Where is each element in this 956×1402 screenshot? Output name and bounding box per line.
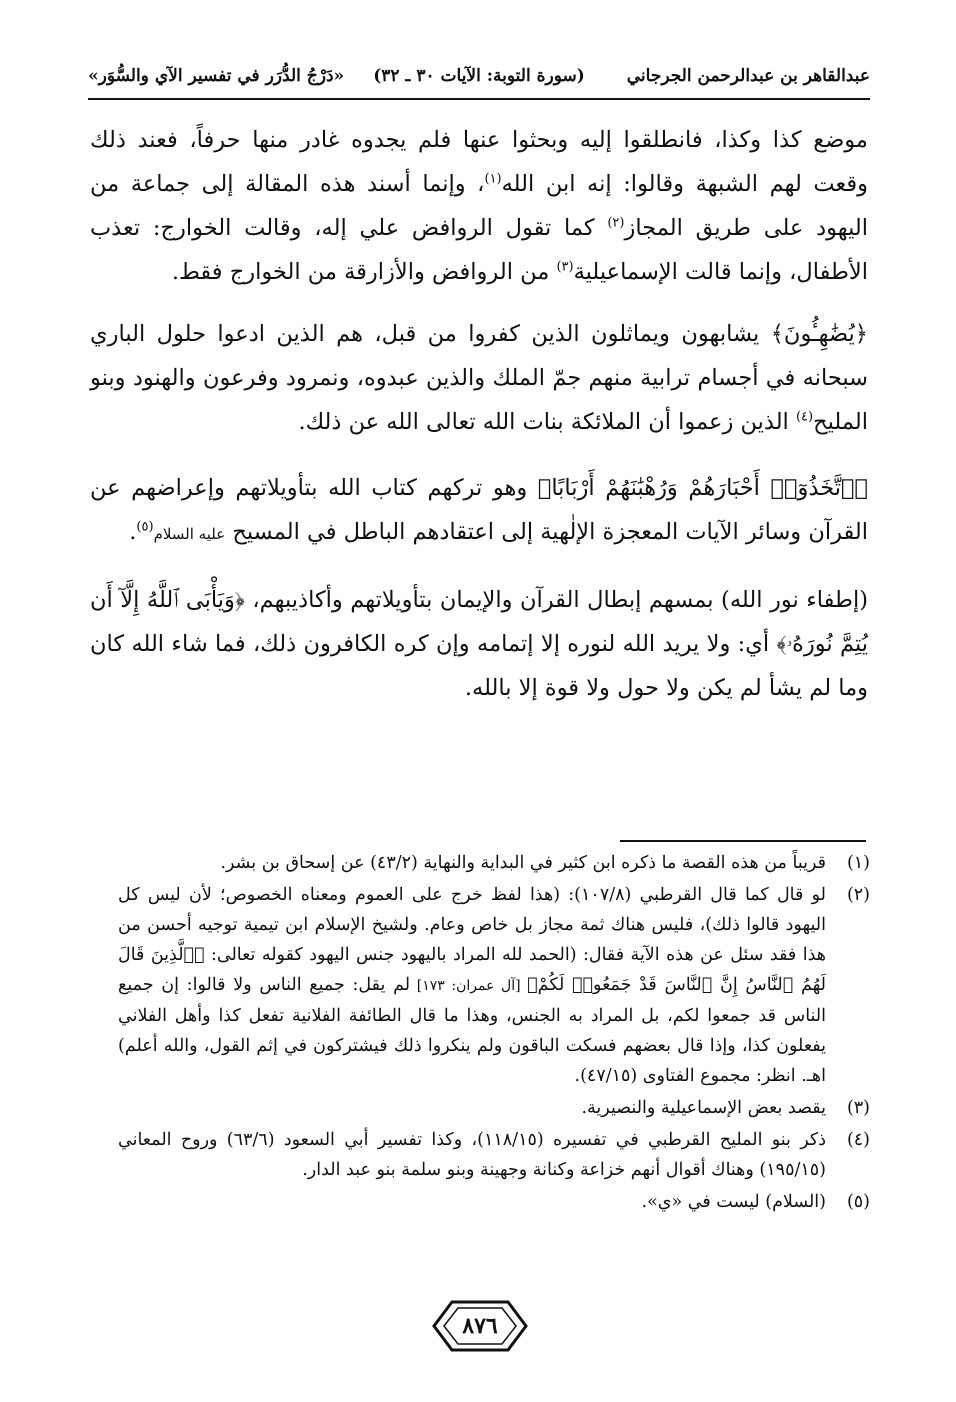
paragraph-text: (إطفاء نور الله) بمسهم إبطال القرآن والإيمان بتأويلاتهم وأكاذيبهم، [244,587,868,613]
footnote-separator [620,840,866,842]
quran-quote: ﴿ٱلَّذِينَ قَالَ لَهُمُ ٱلنَّاسُ إِنَّ ٱلنَّاسَ قَدْ جَمَعُوا۟ لَكُمْ﴾ [118,945,826,995]
verse-reference: [آل عمران: ١٧٣] [410,978,528,994]
footnote-ref-5: (٥) [136,519,154,535]
running-header [88,58,870,92]
paragraph-text: كما تقول الروافض علي إله، وقالت الخوارج: تعذب الأطفال، وإنما قالت الإسماعيلية [90,215,868,285]
quran-quote: ﴿ٱتَّخَذُوٓا۟ أَحْبَارَهُمْ وَرُهْبَٰنَهُمْ أَرْبَابًا﴾ [537,475,869,501]
main-text [90,118,868,732]
page-number-ornament [430,1298,530,1354]
footnote-1 [118,848,870,878]
paragraph-text: وهو تركهم كتاب الله بتأويلاتهم وإعراضهم عن القرآن وسائر الآيات المعجزة الإلٰهية إلى اعتقادهم الباطل في المسيح [90,475,868,545]
footnotes [118,848,870,1219]
paragraph-3 [90,466,868,556]
paragraph-text: الذين زعموا أن الملائكة بنات الله تعالى الله عن ذلك. [298,409,796,435]
quran-quote: ﴿وَيَأْبَى ٱللَّهُ إِلَّآ أَن يُتِمَّ نُورَهُۥ﴾ [90,587,868,657]
header-surah: (سورة التوبة: الآيات ٣٠ ـ ٣٢) [373,66,585,86]
paragraph-1 [90,118,868,294]
footnote-5 [118,1187,870,1217]
footnote-ref-3: (٣) [556,259,574,275]
footnote-text-part: لم يقل: جميع الناس ولا قالوا: إن جميع الناس قد جمعوا لكم، بل المراد به الجنس، وهذا ما قال الطائفة الفلانية تفعل كذا وأهل الفلاني يفعلون كذا، وإذا قال بعضهم فسكت الباقون ولم ينكروا ذلك فيشتركون في إثم القول، والله أعلم) اهـ. انظر: مجموع الفتاوى (٤٧/١٥). [118,975,826,1086]
footnote-text: ذكر بنو المليح القرطبي في تفسيره (١١٨/١٥)، وكذا تفسير أبي السعود (٦٣/٦) وروح المعاني (١٩٥/١٥) وهناك أقوال أنهم خزاعة وكنانة وجهينة وبنو سلمة بنو عبد الدار. [118,1130,827,1180]
header-book-title: «دَرْجُ الدُّرَر في تفسير الآي والسُّوَر» [88,66,345,86]
footnote-text: قريباً من هذه القصة ما ذكره ابن كثير في البداية والنهاية (٤٣/٢) عن إسحاق بن بشر. [220,853,826,873]
footnote-number: (٣) [846,1098,870,1118]
paragraph-4 [90,578,868,710]
quran-quote: ﴿يُضَٰهِـُٔونَ﴾ [770,321,868,347]
paragraph-text: موضع كذا وكذا، فانطلقوا إليه وبحثوا عنها فلم يجدوه غادر منها حرفاً، فعند ذلك وقعت لهم الشبهة وقالوا: إنه ابن الله [90,127,868,197]
footnote-2 [118,880,870,1091]
page-number: ٨٧٦ [462,1313,498,1339]
footnote-ref-1: (١) [484,171,502,187]
paragraph-text: . [129,519,137,545]
footnote-ref-4: (٤) [795,409,814,425]
paragraph-text: يشابهون ويماثلون الذين كفروا من قبل، هم الذين ادعوا حلول الباري سبحانه في أجسام ترابية منهم جمّ الملك والذين عبدوه، ونمرود وفرعون والهنود وبنو المليح [90,321,868,435]
footnote-text: (السلام) ليست في «ي». [641,1192,826,1212]
paragraph-2 [90,312,868,444]
footnote-3 [118,1093,870,1123]
header-author: عبدالقاهر بن عبدالرحمن الجرجاني [626,66,870,86]
footnote-number: (٥) [846,1192,870,1212]
footnote-number: (١) [846,853,870,873]
paragraph-text: أي: ولا يريد الله لنوره إلا إتمامه وإن كره الكافرون ذلك، فما شاء الله كان وما لم يشأ لم يكن ولا حول ولا قوة إلا بالله. [90,631,868,701]
footnote-text [118,880,826,1091]
honorific-ligature: عليه السلام [153,525,226,543]
header-rule [88,98,870,100]
paragraph-text: من الروافض والأزارقة من الخوارج فقط. [171,259,557,285]
paragraph-text: ، وإنما أسند هذه المقالة إلى جماعة من اليهود على طريق المجاز [90,171,869,241]
footnote-text: يقصد بعض الإسماعيلية والنصيرية. [581,1098,826,1118]
footnote-text-part: لو قال كما قال القرطبي (١٠٧/٨): (هذا لفظ خرج على العموم ومعناه الخصوص؛ لأن ليس كل اليهود قالوا ذلك)، فليس هناك ثمة مجاز بل خاص وعام. ولشيخ الإسلام ابن تيمية توجيه أحسن من هذا فقد سئل عن هذه الآية فقال: (الحمد لله المراد باليهود جنس اليهود كقوله تعالى: [118,885,826,965]
footnote-4 [118,1125,870,1185]
footnote-ref-2: (٢) [607,215,625,231]
footnote-number: (٢) [846,885,870,905]
footnote-number: (٤) [846,1130,870,1150]
